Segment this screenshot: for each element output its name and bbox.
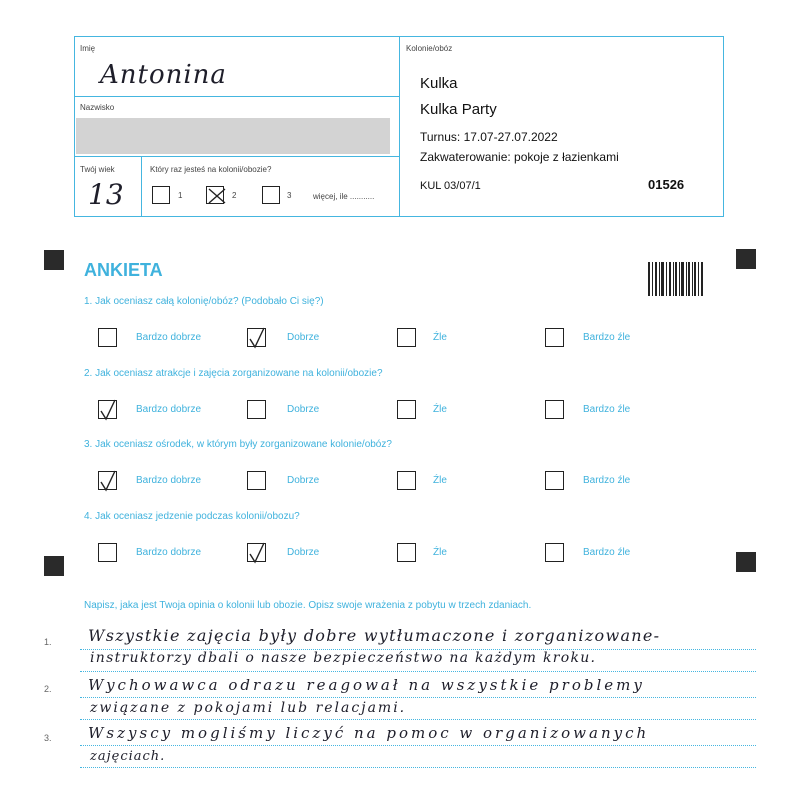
header-divider-imie	[74, 96, 400, 97]
check-mark-icon	[246, 325, 268, 349]
barcode-icon	[648, 262, 704, 296]
question-3-option-label-1: Bardzo dobrze	[136, 475, 202, 486]
question-3-checkbox-1[interactable]	[98, 471, 117, 490]
camp-name: Kulka	[420, 75, 458, 92]
ktory-raz-checkbox-1[interactable]	[152, 186, 170, 204]
writing-line	[80, 719, 756, 720]
question-1-checkbox-2[interactable]	[247, 328, 266, 347]
question-1-option-label-2: Dobrze	[287, 332, 320, 343]
check-mark-icon	[97, 397, 119, 421]
form-number: 01526	[648, 177, 685, 192]
survey-title: ANKIETA	[84, 260, 163, 280]
question-4-checkbox-4[interactable]	[545, 543, 564, 562]
ktory-raz-checkbox-2[interactable]	[206, 186, 224, 204]
question-1-option-label-4: Bardzo źle	[583, 332, 631, 343]
nazwisko-label: Nazwisko	[80, 103, 115, 112]
question-4-option-label-3: Źle	[433, 547, 447, 558]
writing-line	[80, 745, 756, 746]
question-3-text: 3. Jak oceniasz ośrodek, w którym były zorganizowane kolonie/obóz?	[84, 439, 392, 450]
question-2-option-label-3: Źle	[433, 404, 447, 415]
opinion-number-1: 1.	[44, 637, 52, 647]
writing-line	[80, 697, 756, 698]
question-4-option-label-1: Bardzo dobrze	[136, 547, 202, 558]
wiecej-label: więcej, ile ...........	[313, 192, 375, 201]
question-2-text: 2. Jak oceniasz atrakcje i zajęcia zorganizowane na kolonii/obozie?	[84, 368, 383, 379]
question-2-checkbox-3[interactable]	[397, 400, 416, 419]
question-4-option-label-2: Dobrze	[287, 547, 320, 558]
opinion-prompt: Napisz, jaka jest Twoja opinia o kolonii lub obozie. Opisz swoje wrażenia z pobytu w trzech zdaniach.	[84, 600, 532, 611]
opinion-line-1[interactable]: Wszystkie zajęcia były dobre wytłumaczone i zorganizowane-	[88, 626, 661, 645]
question-3-checkbox-2[interactable]	[247, 471, 266, 490]
opinion-line-6[interactable]: zajęciach.	[90, 749, 166, 764]
opinion-line-2[interactable]: instruktorzy dbali o nasze bezpieczeństwo na każdym kroku.	[90, 650, 597, 666]
question-3-option-label-3: Źle	[433, 475, 447, 486]
wiek-value[interactable]: 13	[88, 178, 124, 211]
question-4-checkbox-1[interactable]	[98, 543, 117, 562]
question-2-checkbox-1[interactable]	[98, 400, 117, 419]
opinion-line-3[interactable]: Wychowawca odrazu reagował na wszystkie problemy	[88, 676, 645, 694]
header-divider-vertical	[399, 36, 400, 216]
registration-marker-bottom-left	[44, 556, 64, 576]
ktory-raz-option-2: 2	[232, 191, 237, 200]
ktory-raz-label: Który raz jesteś na kolonii/obozie?	[150, 165, 272, 174]
opinion-number-2: 2.	[44, 684, 52, 694]
x-mark-icon	[205, 183, 227, 205]
question-3-option-label-4: Bardzo źle	[583, 475, 631, 486]
opinion-number-3: 3.	[44, 733, 52, 743]
question-2-option-label-1: Bardzo dobrze	[136, 404, 202, 415]
question-3-option-label-2: Dobrze	[287, 475, 320, 486]
registration-marker-top-left	[44, 250, 64, 270]
question-4-checkbox-3[interactable]	[397, 543, 416, 562]
check-mark-icon	[97, 468, 119, 492]
question-1-checkbox-1[interactable]	[98, 328, 117, 347]
question-4-checkbox-2[interactable]	[247, 543, 266, 562]
question-1-checkbox-4[interactable]	[545, 328, 564, 347]
imie-value[interactable]: Antonina	[100, 60, 227, 90]
question-1-option-label-3: Źle	[433, 332, 447, 343]
opinion-line-5[interactable]: Wszyscy mogliśmy liczyć na pomoc w organizowanych	[88, 724, 650, 742]
question-4-text: 4. Jak oceniasz jedzenie podczas kolonii/obozu?	[84, 511, 300, 522]
ktory-raz-option-3: 3	[287, 191, 292, 200]
registration-marker-top-right	[736, 249, 756, 269]
camp-code: KUL 03/07/1	[420, 180, 481, 192]
turnus-text: Turnus: 17.07-27.07.2022	[420, 130, 558, 144]
wiek-label: Twój wiek	[80, 165, 115, 174]
ktory-raz-option-1: 1	[178, 191, 183, 200]
kolonie-label: Kolonie/obóz	[406, 44, 453, 53]
question-2-option-label-2: Dobrze	[287, 404, 320, 415]
writing-line	[80, 767, 756, 768]
registration-marker-bottom-right	[736, 552, 756, 572]
header-divider-age	[141, 156, 142, 216]
check-mark-icon	[246, 540, 268, 564]
question-1-checkbox-3[interactable]	[397, 328, 416, 347]
nazwisko-redaction	[76, 118, 390, 154]
question-3-checkbox-3[interactable]	[397, 471, 416, 490]
question-2-checkbox-4[interactable]	[545, 400, 564, 419]
question-1-text: 1. Jak oceniasz całą kolonię/obóz? (Podobało Ci się?)	[84, 296, 324, 307]
ktory-raz-checkbox-3[interactable]	[262, 186, 280, 204]
opinion-line-4[interactable]: związane z pokojami lub relacjami.	[90, 700, 407, 716]
question-3-checkbox-4[interactable]	[545, 471, 564, 490]
question-2-option-label-4: Bardzo źle	[583, 404, 631, 415]
imie-label: Imię	[80, 44, 96, 53]
writing-line	[80, 671, 756, 672]
camp-program: Kulka Party	[420, 101, 497, 118]
header-divider-nazwisko	[74, 156, 400, 157]
question-1-option-label-1: Bardzo dobrze	[136, 332, 202, 343]
question-2-checkbox-2[interactable]	[247, 400, 266, 419]
question-4-option-label-4: Bardzo źle	[583, 547, 631, 558]
zakwaterowanie-text: Zakwaterowanie: pokoje z łazienkami	[420, 150, 619, 164]
